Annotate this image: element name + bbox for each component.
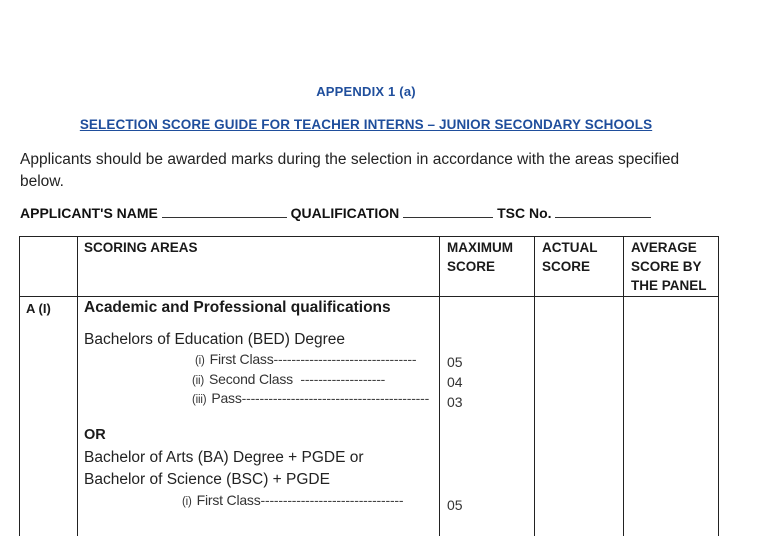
ba-degree-line1: Bachelor of Arts (BA) Degree + PGDE or (84, 449, 364, 466)
appendix-label: APPENDIX 1 (a) (316, 84, 416, 99)
ba-first-class-score: 05 (447, 497, 463, 513)
column-divider-1 (77, 236, 78, 536)
tsc-number-label: TSC No. (497, 205, 552, 221)
bed-pass: (iii) Pass------------------------------------------ (192, 390, 430, 406)
column-divider-3 (534, 236, 535, 536)
column-divider-4 (623, 236, 624, 536)
bed-first-class-score: 05 (447, 354, 463, 370)
header-divider (19, 296, 719, 297)
qualification-blank (403, 205, 493, 218)
header-maximum-score: MAXIMUM SCORE (447, 240, 513, 274)
header-scoring-areas: SCORING AREAS (84, 240, 198, 255)
header-average-score: AVERAGE SCORE BY THE PANEL (631, 240, 707, 293)
bed-first-class: (i) First Class-------------------------------- (195, 351, 417, 367)
bed-second-class: (ii) Second Class ------------------- (192, 371, 386, 387)
table-border-left (19, 236, 20, 536)
bed-pass-score: 03 (447, 394, 463, 410)
intro-paragraph: Applicants should be awarded marks during the selection in accordance with the areas specified below. (20, 151, 680, 190)
table-border-top (19, 236, 719, 237)
applicant-name-blank (162, 205, 287, 218)
ba-first-class: (i) First Class-------------------------------- (182, 492, 404, 508)
table-border-right (718, 236, 719, 536)
applicant-name-label: APPLICANT'S NAME (20, 205, 158, 221)
or-label: OR (84, 427, 106, 443)
qualification-label: QUALIFICATION (290, 205, 400, 221)
applicant-line (20, 205, 740, 221)
score-table (19, 236, 719, 536)
section-title: Academic and Professional qualifications (84, 299, 391, 316)
page-title: SELECTION SCORE GUIDE FOR TEACHER INTERNS – JUNIOR SECONDARY SCHOOLS (79, 117, 653, 132)
column-divider-2 (439, 236, 440, 536)
ba-degree-line2: Bachelor of Science (BSC) + PGDE (84, 471, 330, 488)
bed-degree-title: Bachelors of Education (BED) Degree (84, 331, 346, 348)
bed-second-class-score: 04 (447, 374, 463, 390)
tsc-number-blank (555, 205, 651, 218)
header-actual-score: ACTUAL SCORE (542, 240, 598, 274)
section-code: A (I) (26, 301, 51, 316)
